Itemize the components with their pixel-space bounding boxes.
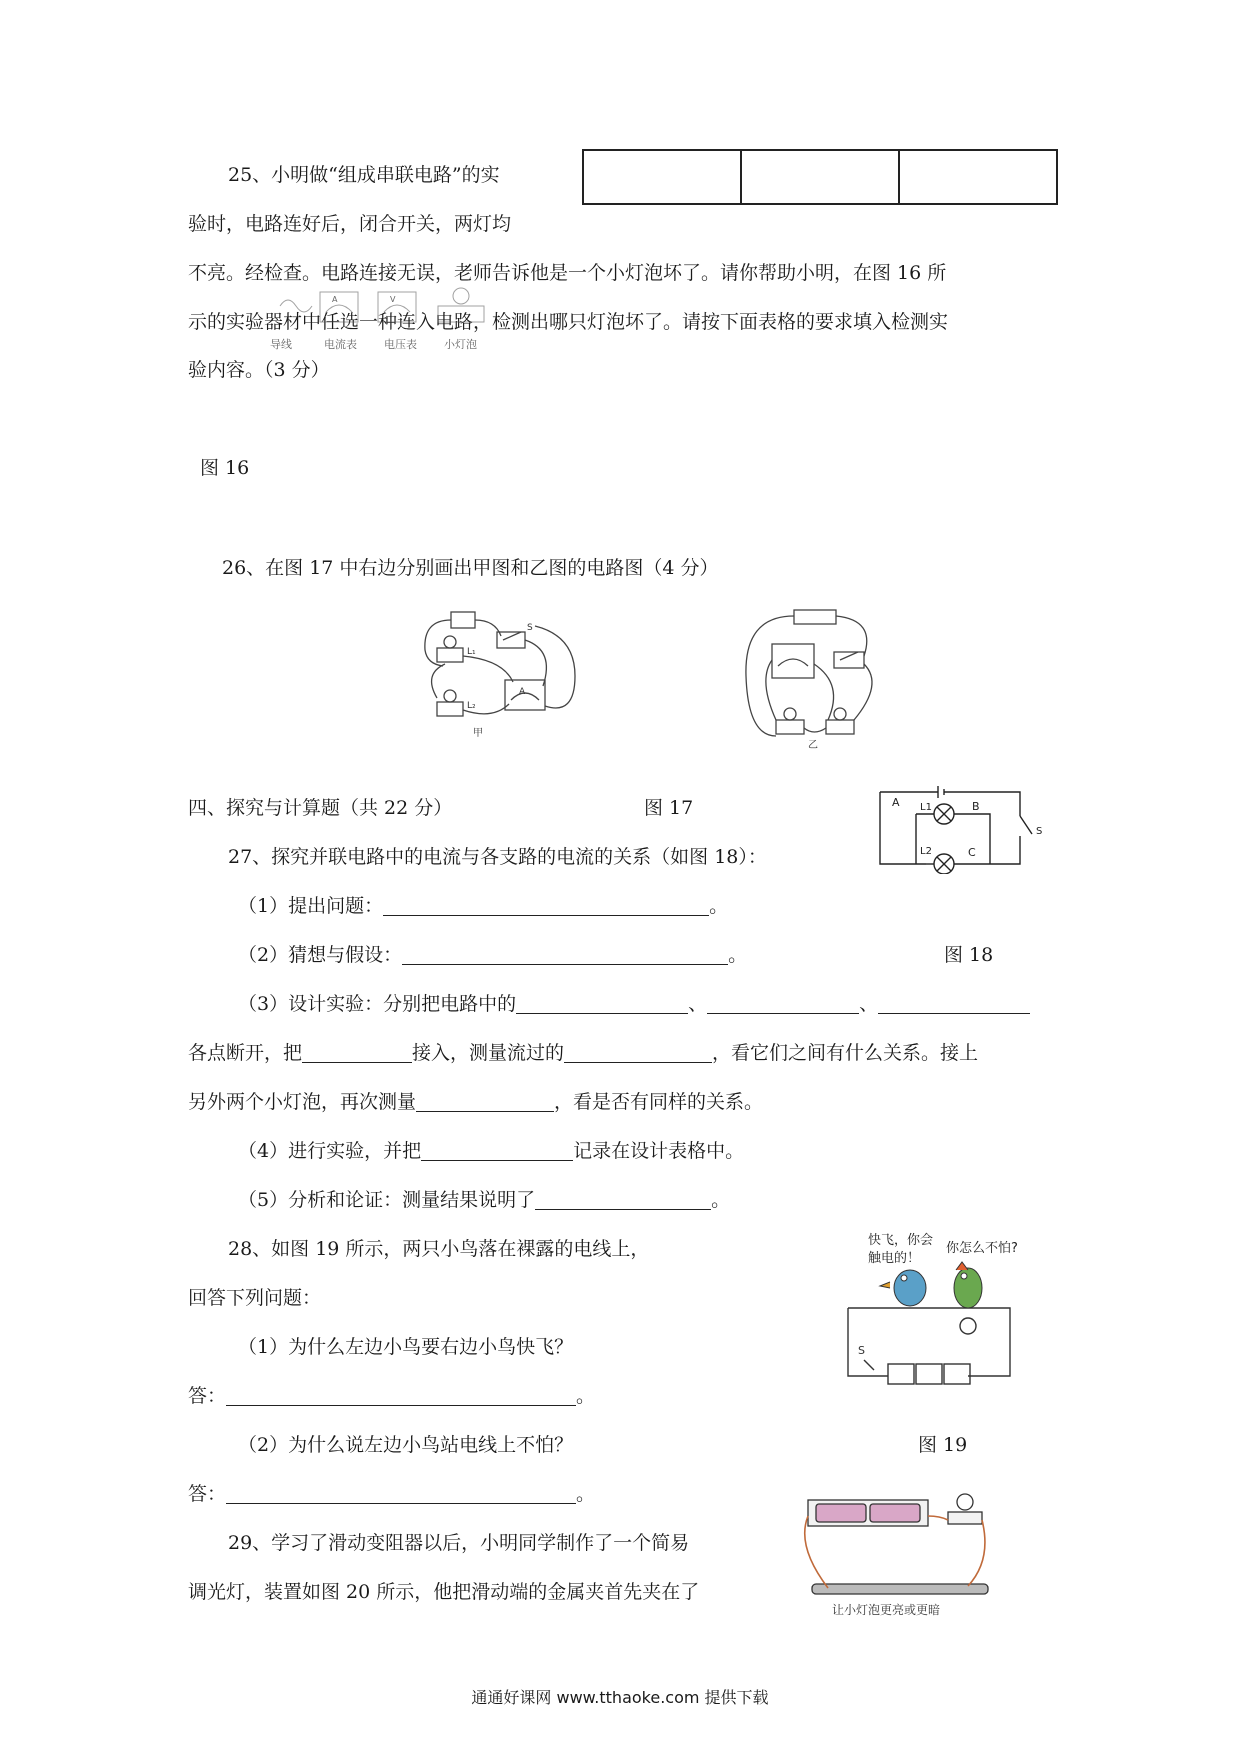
q27-item4 bbox=[238, 1139, 744, 1163]
battery-icon bbox=[451, 612, 475, 628]
label-s: S bbox=[527, 623, 533, 633]
q25-line3: 不亮。经检查。电路连接无误，老师告诉他是一个小灯泡坏了。请你帮助小明，在图 16 所 bbox=[188, 262, 947, 284]
battery-icon bbox=[870, 1504, 920, 1522]
answer-cell[interactable] bbox=[899, 150, 1057, 204]
period: 。 bbox=[709, 895, 729, 917]
q25-line2: 验时，电路连好后，闭合开关，两灯均 bbox=[188, 213, 512, 235]
answer-cell[interactable] bbox=[583, 150, 741, 204]
figure-16-equipment bbox=[258, 276, 518, 356]
switch-icon bbox=[834, 652, 864, 668]
blank-point-3[interactable] bbox=[878, 993, 1030, 1014]
meter-letter-a: A bbox=[332, 295, 338, 304]
q25-line4: 示的实验器材中任选一种连入电路，检测出哪只灯泡坏了。请按下面表格的要求填入检测实 bbox=[188, 311, 949, 333]
battery-icon bbox=[888, 1364, 914, 1384]
battery-icon bbox=[816, 1504, 866, 1522]
blank-conclusion[interactable] bbox=[535, 1189, 711, 1210]
section-4-title: 四、探究与计算题（共 22 分） bbox=[188, 797, 453, 819]
figure-17-yi bbox=[736, 604, 886, 752]
bulb-icon bbox=[453, 288, 469, 304]
switch-icon bbox=[497, 632, 525, 648]
label-a: A bbox=[519, 687, 526, 697]
bulb-holder-icon bbox=[438, 306, 484, 322]
q27-item4-label: （4）进行实验，并把 bbox=[238, 1140, 422, 1162]
q27-item3-text-f: ，看是否有同样的关系。 bbox=[554, 1091, 764, 1113]
right-bird-icon bbox=[954, 1262, 982, 1308]
figure-17-label: 图 17 bbox=[644, 797, 694, 819]
q27-item5 bbox=[238, 1188, 730, 1212]
period: 。 bbox=[711, 1189, 731, 1211]
blank-point-2[interactable] bbox=[707, 993, 859, 1014]
separator: 、 bbox=[859, 993, 879, 1015]
point-c-label: C bbox=[968, 846, 976, 859]
q27-item3-text-c: 接入，测量流过的 bbox=[412, 1042, 565, 1064]
bubble-left-line2: 触电的！ bbox=[868, 1251, 921, 1266]
page-footer: 通通好课网 www.tthaoke.com 提供下载 bbox=[471, 1688, 769, 1707]
equipment-label-voltmeter: 电压表 bbox=[384, 338, 417, 351]
answer-label: 答： bbox=[188, 1483, 227, 1505]
battery-icon bbox=[794, 610, 836, 624]
label-l1: L₁ bbox=[467, 647, 476, 657]
point-a-label: A bbox=[892, 796, 900, 809]
bulb-icon bbox=[957, 1494, 973, 1510]
ammeter-icon bbox=[320, 292, 358, 322]
blank-hypothesis[interactable] bbox=[402, 944, 728, 965]
ammeter-icon bbox=[772, 644, 814, 678]
bulb-l1-icon bbox=[437, 648, 463, 662]
q29-line2: 调光灯，装置如图 20 所示，他把滑动端的金属夹首先夹在了 bbox=[188, 1581, 700, 1603]
blank-question[interactable] bbox=[383, 895, 709, 916]
figure-20-dimmer bbox=[790, 1488, 996, 1618]
blank-instrument[interactable] bbox=[302, 1042, 412, 1063]
answer-label: 答： bbox=[188, 1385, 227, 1407]
q27-item1 bbox=[238, 894, 728, 918]
equipment-label-wire: 导线 bbox=[270, 338, 292, 351]
q27-item3-label: （3）设计实验：分别把电路中的 bbox=[238, 993, 517, 1015]
bulb-l2-icon bbox=[776, 720, 804, 734]
point-b-label: B bbox=[972, 800, 980, 813]
period: 。 bbox=[728, 944, 748, 966]
bulb-l2-icon bbox=[437, 702, 463, 716]
q27-intro: 27、探究并联电路中的电流与各支路的电流的关系（如图 18）： bbox=[228, 846, 767, 868]
figure-18-circuit bbox=[878, 784, 1052, 874]
bulb-holder-icon bbox=[948, 1512, 982, 1524]
blank-answer-2[interactable] bbox=[226, 1483, 576, 1504]
switch-s-label: S bbox=[858, 1344, 865, 1357]
bubble-left-line1: 快飞，你会 bbox=[868, 1233, 934, 1248]
pencil-lead-icon bbox=[812, 1584, 988, 1594]
q27-item3-text-b: 各点断开，把 bbox=[188, 1042, 303, 1064]
q27-item4-text: 记录在设计表格中。 bbox=[573, 1140, 745, 1162]
figure-19-birds bbox=[838, 1230, 1048, 1398]
q27-item3-line2 bbox=[188, 1041, 978, 1065]
bulb-l1-icon bbox=[826, 720, 854, 734]
equipment-label-bulb: 小灯泡 bbox=[444, 338, 477, 351]
answer-table bbox=[582, 149, 1058, 205]
wire-icon bbox=[805, 1516, 828, 1588]
q25-line5: 验内容。（3 分） bbox=[188, 359, 330, 381]
voltmeter-icon bbox=[378, 292, 416, 322]
q28-answer1 bbox=[188, 1384, 595, 1408]
q27-item5-label: （5）分析和论证：测量结果说明了 bbox=[238, 1189, 536, 1211]
q28-line1: 28、如图 19 所示，两只小鸟落在裸露的电线上， bbox=[228, 1238, 650, 1260]
q27-item3-line1 bbox=[238, 992, 1030, 1016]
switch-icon bbox=[1020, 816, 1032, 834]
q27-item1-label: （1）提出问题： bbox=[238, 895, 384, 917]
fig-jia-label: 甲 bbox=[473, 728, 483, 739]
figure-16-label: 图 16 bbox=[200, 457, 250, 479]
blank-point-1[interactable] bbox=[516, 993, 688, 1014]
bulb-icon bbox=[960, 1318, 976, 1334]
figure-17-jia bbox=[415, 606, 595, 742]
separator: 、 bbox=[688, 993, 708, 1015]
q27-item2-label: （2）猜想与假设： bbox=[238, 944, 403, 966]
wire-icon bbox=[280, 300, 312, 312]
q27-item2 bbox=[238, 943, 747, 967]
q27-item3-text-e: 另外两个小灯泡，再次测量 bbox=[188, 1091, 417, 1113]
q29-line1: 29、学习了滑动变阻器以后，小明同学制作了一个简易 bbox=[228, 1532, 690, 1554]
q25-line1: 25、小明做“组成串联电路”的实 bbox=[228, 164, 500, 186]
figure-19-label: 图 19 bbox=[918, 1434, 968, 1456]
switch-icon bbox=[864, 1360, 874, 1370]
bubble-right: 你怎么不怕? bbox=[946, 1241, 1018, 1256]
q28-answer2 bbox=[188, 1482, 595, 1506]
label-l2: L₂ bbox=[467, 701, 476, 711]
figure-18-label: 图 18 bbox=[944, 944, 994, 966]
blank-record[interactable] bbox=[421, 1140, 573, 1161]
q28-sub1: （1）为什么左边小鸟要右边小鸟快飞？ bbox=[238, 1336, 574, 1358]
blank-answer-1[interactable] bbox=[226, 1385, 576, 1406]
answer-cell[interactable] bbox=[741, 150, 899, 204]
equipment-label-ammeter: 电流表 bbox=[324, 338, 357, 351]
period: 。 bbox=[576, 1483, 596, 1505]
q28-line2: 回答下列问题： bbox=[188, 1287, 322, 1309]
l2-label: L2 bbox=[920, 846, 932, 857]
q26-text: 26、在图 17 中右边分别画出甲图和乙图的电路图（4 分） bbox=[222, 557, 719, 579]
q27-item3-line3 bbox=[188, 1090, 763, 1114]
l1-label: L1 bbox=[920, 802, 932, 813]
battery-icon bbox=[944, 1364, 970, 1384]
q28-sub2: （2）为什么说左边小鸟站电线上不怕？ bbox=[238, 1434, 574, 1456]
blank-remeasure[interactable] bbox=[416, 1091, 554, 1112]
left-bird-icon bbox=[880, 1270, 926, 1306]
battery-icon bbox=[916, 1364, 942, 1384]
meter-letter-v: V bbox=[390, 295, 396, 304]
q27-item3-text-d: ，看它们之间有什么关系。接上 bbox=[712, 1042, 979, 1064]
period: 。 bbox=[576, 1385, 596, 1407]
fig-yi-label: 乙 bbox=[808, 740, 818, 751]
switch-s-label: S bbox=[1036, 826, 1043, 837]
blank-measured[interactable] bbox=[564, 1042, 712, 1063]
figure-20-caption: 让小灯泡更亮或更暗 bbox=[832, 1603, 941, 1617]
